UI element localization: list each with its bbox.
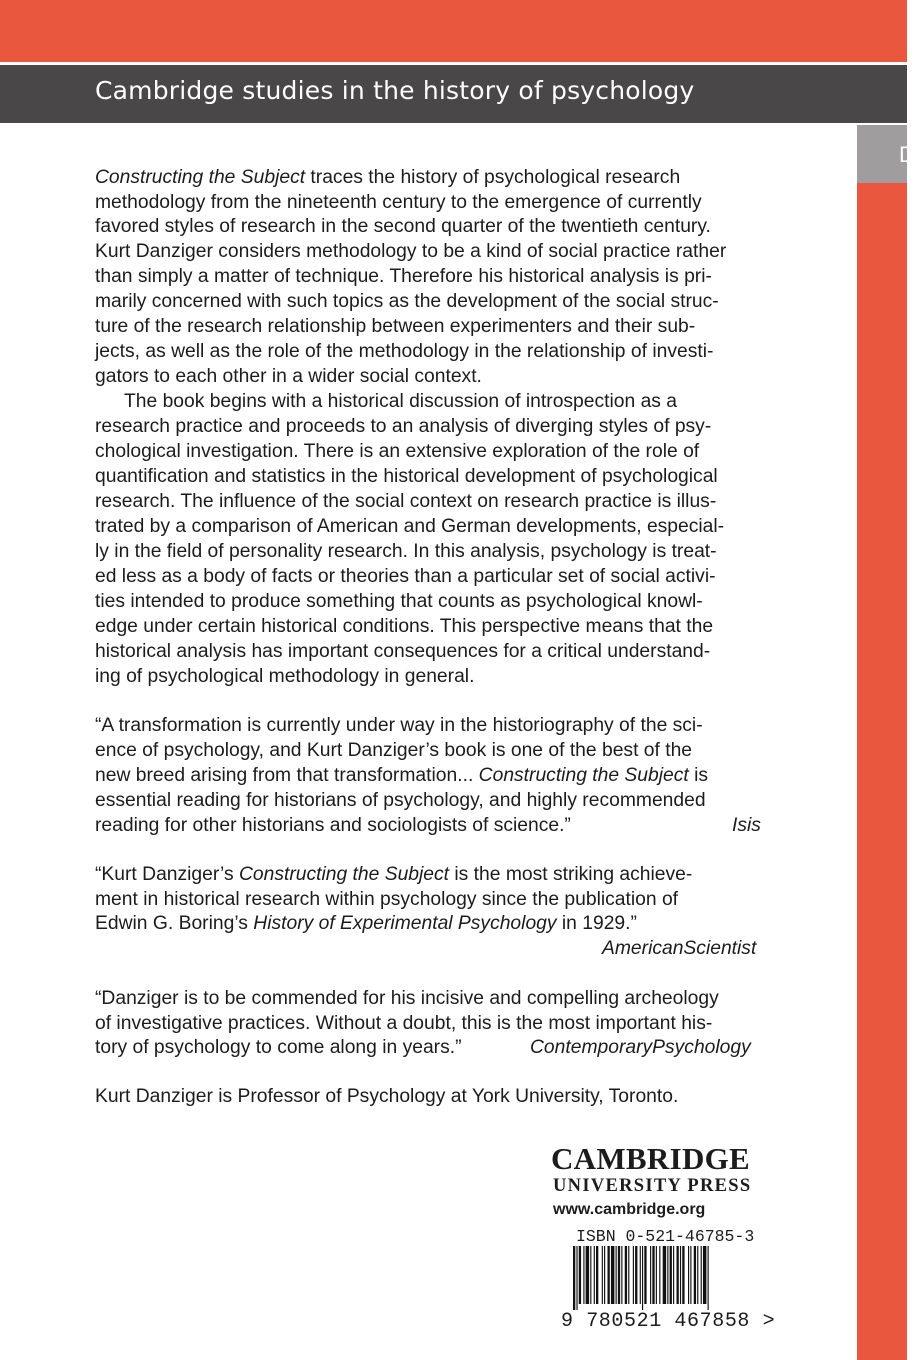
- barcode-bar: [608, 1246, 610, 1304]
- barcode-bar: [616, 1246, 617, 1304]
- text-line: essential reading for historians of psychology, and highly recommended: [95, 790, 706, 811]
- text-line: of investigative practices. Without a doubt, this is the most important his-: [95, 1013, 713, 1034]
- barcode-bar: [621, 1246, 622, 1304]
- text-line: quantification and statistics in the historical development of psychological: [95, 466, 718, 487]
- barcode-bar: [688, 1246, 689, 1304]
- text-line: historical analysis has important consequences for a critical understand-: [95, 641, 711, 662]
- barcode-bar: [625, 1246, 627, 1304]
- barcode-bar: [694, 1246, 696, 1304]
- barcode-digits: 9 780521 467858 >: [561, 1310, 776, 1333]
- barcode-bar: [656, 1246, 657, 1304]
- barcode-bar: [708, 1246, 709, 1310]
- barcode-bar: [573, 1246, 575, 1310]
- text-line: chological investigation. There is an extensive exploration of the role of: [95, 441, 700, 462]
- barcode-bar: [697, 1246, 698, 1304]
- text-line: research practice and proceeds to an analysis of diverging styles of psy-: [95, 416, 712, 437]
- barcode-bar: [690, 1246, 691, 1304]
- text-line: marily concerned with such topics as the development of the social struc-: [95, 291, 719, 312]
- spine-tab-letter: D: [899, 142, 915, 167]
- barcode-bar: [670, 1246, 672, 1304]
- text-line: ture of the research relationship between experimenters and their sub-: [95, 316, 696, 337]
- review-source: ContemporaryPsychology: [530, 1037, 751, 1058]
- text-line: edge under certain historical conditions. This perspective means that the: [95, 616, 714, 637]
- text-line: ed less as a body of facts or theories than a particular set of social activi-: [95, 566, 716, 587]
- barcode-bar: [590, 1246, 591, 1304]
- text-line: methodology from the nineteenth century to the emergence of currently: [95, 192, 702, 213]
- text-line: ties intended to produce something that counts as psychological knowl-: [95, 591, 703, 612]
- barcode-bar: [583, 1246, 584, 1304]
- barcode-bar: [703, 1246, 706, 1304]
- spine-strip: [857, 125, 907, 1360]
- barcode-bar: [642, 1246, 643, 1310]
- barcode-bar: [579, 1246, 581, 1304]
- barcode-bar: [682, 1246, 684, 1304]
- text-line: jects, as well as the role of the methodology in the relationship of investi-: [95, 341, 714, 362]
- barcode-bar: [628, 1246, 629, 1304]
- barcode-bar: [677, 1246, 679, 1304]
- barcode-bar: [611, 1246, 614, 1304]
- text-line: research. The influence of the social context on research practice is illus-: [95, 491, 717, 512]
- text-line: favored styles of research in the second quarter of the twentieth century.: [95, 216, 711, 237]
- barcode-bar: [680, 1246, 681, 1304]
- barcode-bar: [604, 1246, 605, 1304]
- text-line: reading for other historians and sociologists of science.”: [95, 815, 571, 836]
- barcode-bar: [659, 1246, 660, 1304]
- text-line: ment in historical research within psychology since the publication of: [95, 889, 679, 910]
- barcode-bar: [644, 1246, 646, 1304]
- barcode-bar: [633, 1246, 634, 1304]
- author-bio: Kurt Danziger is Professor of Psychology at York University, Toronto.: [95, 1086, 679, 1107]
- text-line: “A transformation is currently under way in the historiography of the sci-: [95, 715, 703, 736]
- barcode-bar: [596, 1246, 598, 1304]
- barcode-bar: [602, 1246, 603, 1304]
- text-line: The book begins with a historical discussion of introspection as a: [124, 391, 678, 412]
- text-line: Kurt Danziger considers methodology to be a kind of social practice rather: [95, 241, 727, 262]
- text-line: new breed arising from that transformation... Constructing the Subject is: [95, 765, 709, 786]
- barcode-bar: [640, 1246, 641, 1304]
- series-title: Cambridge studies in the history of psychology: [95, 76, 695, 105]
- barcode-bar: [586, 1246, 589, 1304]
- text-line: gators to each other in a wider social context.: [95, 366, 482, 387]
- barcode-bar: [594, 1246, 595, 1304]
- text-line: Constructing the Subject traces the history of psychological research: [95, 167, 681, 188]
- text-line: “Danziger is to be commended for his incisive and compelling archeology: [95, 988, 719, 1009]
- barcode-bar: [635, 1246, 637, 1304]
- text-line: “Kurt Danziger’s Constructing the Subject is the most striking achieve-: [95, 864, 693, 885]
- text-line: ly in the field of personality research. In this analysis, psychology is treat-: [95, 541, 717, 562]
- barcode: [570, 1246, 760, 1310]
- barcode-bar: [673, 1246, 674, 1304]
- review-source: Isis: [732, 815, 761, 836]
- text-line: tory of psychology to come along in years.”: [95, 1037, 462, 1058]
- barcode-bar: [701, 1246, 702, 1304]
- text-line: trated by a comparison of American and German developments, especial-: [95, 516, 725, 537]
- barcode-bar: [663, 1246, 666, 1304]
- barcode-bar: [576, 1246, 577, 1310]
- text-line: ing of psychological methodology in general.: [95, 666, 475, 687]
- top-color-band: [0, 0, 907, 62]
- publisher-logo-name: CAMBRIDGE: [551, 1141, 751, 1176]
- publisher-website: www.cambridge.org: [553, 1201, 706, 1218]
- text-line: Edwin G. Boring’s History of Experimental Psychology in 1929.”: [95, 913, 637, 934]
- barcode-bar: [650, 1246, 651, 1304]
- barcode-bar: [618, 1246, 620, 1304]
- isbn-label: ISBN 0-521-46785-3: [576, 1227, 755, 1246]
- review-source: AmericanScientist: [602, 938, 757, 959]
- publisher-logo-press: UNIVERSITY PRESS: [553, 1176, 752, 1196]
- barcode-bar: [652, 1246, 654, 1304]
- barcode-bar: [667, 1246, 668, 1304]
- text-line: than simply a matter of technique. Therefore his historical analysis is pri-: [95, 266, 712, 287]
- text-line: ence of psychology, and Kurt Danziger’s book is one of the best of the: [95, 740, 693, 761]
